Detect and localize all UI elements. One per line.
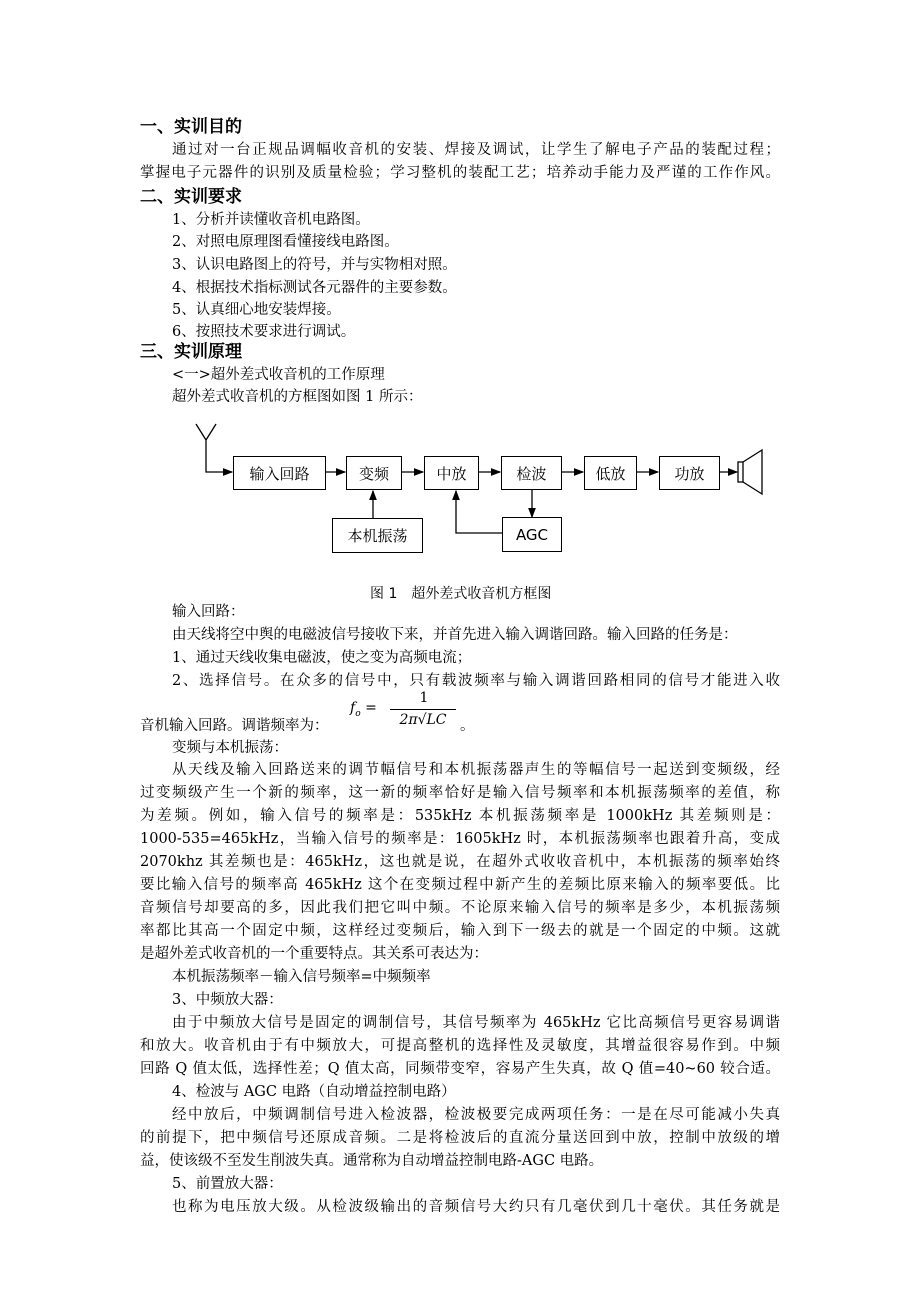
formula-denominator: 2π√LC <box>399 712 447 728</box>
paragraph-line: 输入回路： <box>172 604 245 620</box>
section-heading: 一、实训目的 <box>140 117 242 137</box>
formula-eq: = <box>365 700 377 716</box>
paragraph-line: 音机输入回路。调谐频率为： <box>140 718 329 734</box>
paragraph-line: 5、前置放大器： <box>172 1176 283 1192</box>
paragraph-line: 率都比其高一个固定中频，这样经过变频后，输入到下一级去的就是一个固定的中频。这就 <box>140 923 780 939</box>
section-heading: 二、实训要求 <box>140 187 242 207</box>
paragraph-line: 为差频。例如，输入信号的频率是：535kHz 本机振荡频率是 1000kHz 其差频则是： <box>140 808 780 824</box>
paragraph-line: 益，使该级不至发生削波失真。通常称为自动增益控制电路-AGC 电路。 <box>140 1153 604 1169</box>
paragraph-line: 也称为电压放大级。从检波级输出的音频信号大约只有几毫伏到几十毫伏。其任务就是 <box>172 1199 780 1215</box>
paragraph-line: 要比输入信号的频率高 465kHz 这个在变频过程中新产生的差频比原来输入的频率要低。比 <box>140 877 780 893</box>
block-local-oscillator: 本机振荡 <box>332 518 423 553</box>
paragraph-line: 掌握电子元器件的识别及质量检验；学习整机的装配工艺；培养动手能力及严谨的工作作风。 <box>140 165 780 181</box>
paragraph-line: 回路 Q 值太低，选择性差；Q 值太高，同频带变窄，容易产生失真，故 Q 值=40~60 较合适。 <box>140 1061 780 1077</box>
paragraph-line: 3、中频放大器： <box>172 992 283 1008</box>
paragraph-line: 经中放后，中频调制信号进入检波器，检波极要完成两项任务：一是在尽可能减小失真 <box>172 1107 780 1123</box>
paragraph-line: 和放大。收音机由于有中频放大，可提高整机的选择性及灵敏度，其增益很容易作到。中频 <box>140 1038 780 1054</box>
paragraph-line: 本机振荡频率－输入信号频率=中频频率 <box>172 969 431 985</box>
block-input-circuit: 输入回路 <box>233 456 326 490</box>
list-item: 3、认识电路图上的符号，并与实物相对照。 <box>172 257 457 273</box>
paragraph-line: 由于中频放大信号是固定的调制信号，其信号频率为 465kHz 它比高频信号更容易调谐 <box>172 1015 780 1031</box>
block-preamp: 低放 <box>584 456 637 490</box>
paragraph-line: 2、选择信号。在众多的信号中，只有载波频率与输入调谐回路相同的信号才能进入收 <box>172 673 780 689</box>
paragraph-line: 。 <box>460 718 475 734</box>
list-item: 2、对照电原理图看懂接线电路图。 <box>172 234 399 250</box>
block-power-amp: 功放 <box>659 456 720 490</box>
paragraph-line: 4、检波与 AGC 电路（自动增益控制电路） <box>172 1084 456 1100</box>
block-diagram-lines <box>0 0 920 600</box>
paragraph-line: 从天线及输入回路送来的调节幅信号和本机振荡器声生的等幅信号一起送到变频级，经 <box>172 762 780 778</box>
list-item: 5、认真细心地安装焊接。 <box>172 302 341 318</box>
paragraph-line: 音频信号却要高的多，因此我们把它叫中频。不论原来输入信号的频率是多少，本机振荡频 <box>140 900 780 916</box>
block-detector: 检波 <box>501 456 562 490</box>
paragraph-line: 超外差式收音机的方框图如图 1 所示： <box>172 389 423 405</box>
figure-caption: 图 1 超外差式收音机方框图 <box>370 586 552 602</box>
section-heading: 三、实训原理 <box>140 342 242 362</box>
paragraph-line: 的前提下，把中频信号还原成音频。二是将检波后的直流分量送回到中放，控制中放级的增 <box>140 1130 780 1146</box>
list-item: 4、根据技术指标测试各元器件的主要参数。 <box>172 280 457 296</box>
formula-lhs: f <box>350 700 356 716</box>
paragraph-line: 2070khz 其差频也是：465kHz，这也就是说，在超外式收收音机中，本机振荡的频率始终 <box>140 854 780 870</box>
formula-sub: o <box>355 708 361 719</box>
block-agc: AGC <box>502 517 562 552</box>
paragraph-line: <一>超外差式收音机的工作原理 <box>172 367 385 383</box>
list-item: 1、分析并读懂收音机电路图。 <box>172 212 370 228</box>
paragraph-line: 通过对一台正规品调幅收音机的安装、焊接及调试，让学生了解电子产品的装配过程； <box>172 142 780 158</box>
formula-numerator: 1 <box>419 690 429 706</box>
block-mixer: 变频 <box>346 456 402 490</box>
block-if-amp: 中放 <box>424 456 479 490</box>
paragraph-line: 是超外差式收音机的一个重要特点。其关系可表达为： <box>140 946 488 962</box>
list-item: 6、按照技术要求进行调试。 <box>172 324 356 340</box>
paragraph-line: 1000-535=465kHz，当输入信号的频率是：1605kHz 时，本机振荡频率也跟着升高，变成 <box>140 831 780 847</box>
paragraph-line: 变频与本机振荡： <box>172 740 288 756</box>
paragraph-line: 由天线将空中舆的电磁波信号接收下来，并首先进入输入调谐回路。输入回路的任务是： <box>172 627 738 643</box>
paragraph-line: 过变频级产生一个新的频率，这一新的频率恰好是输入信号频率和本机振荡频率的差值，称 <box>140 785 780 801</box>
paragraph-line: 1、通过天线收集电磁波，使之变为高频电流； <box>172 650 472 666</box>
